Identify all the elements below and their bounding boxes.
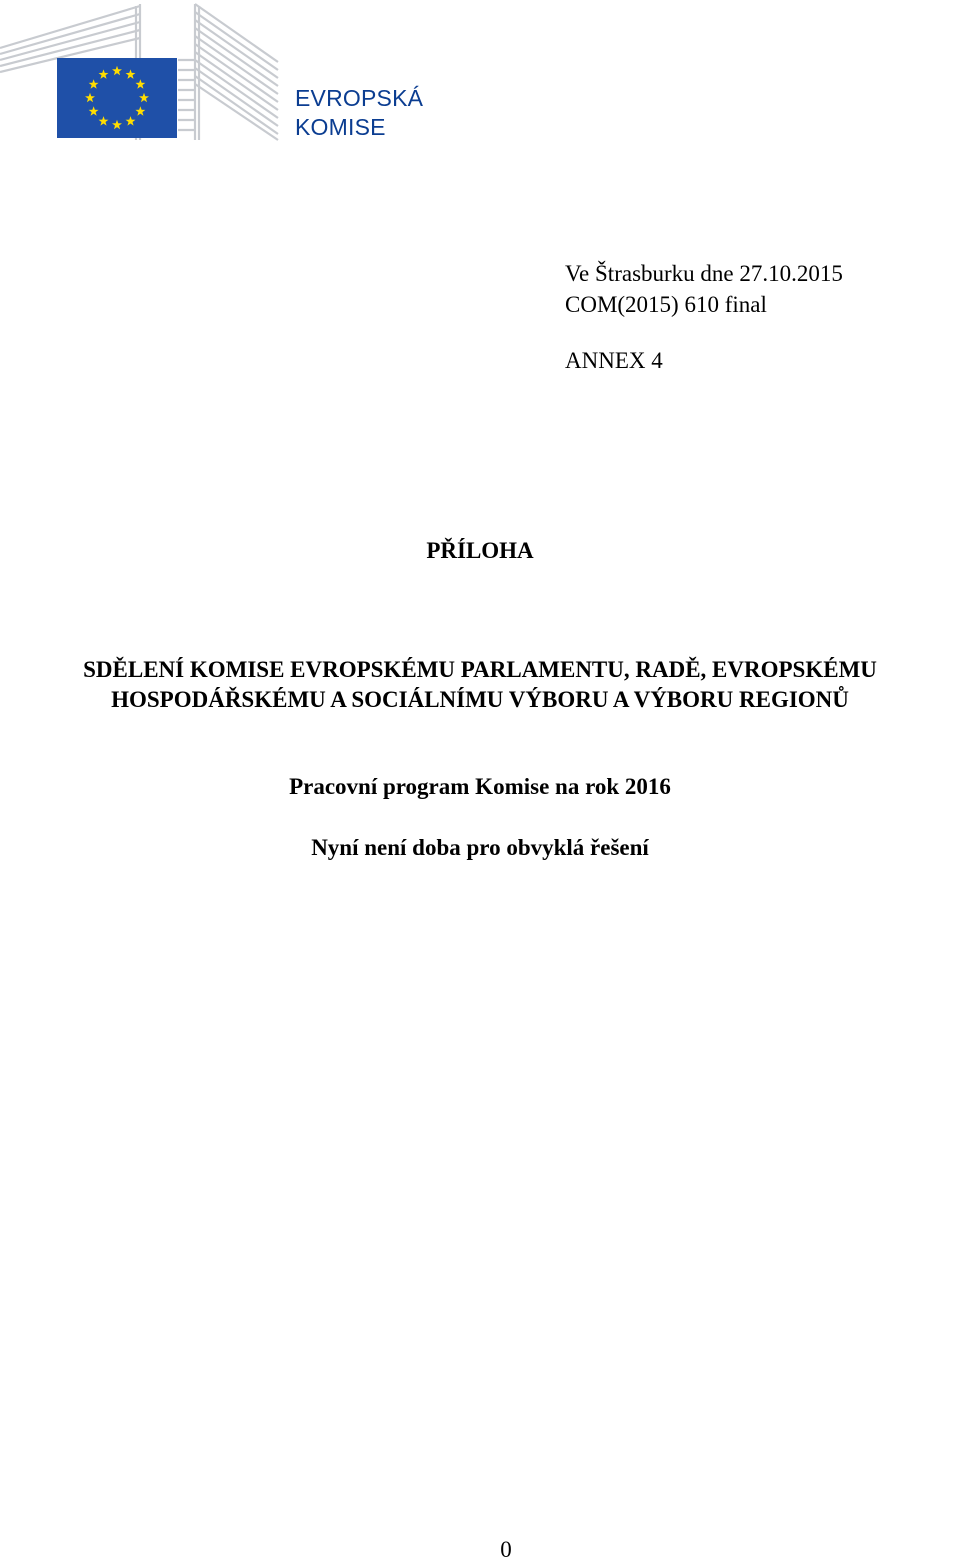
document-subtitle-line1: SDĚLENÍ KOMISE EVROPSKÉMU PARLAMENTU, RADĚ, EVROPSKÉMU	[83, 657, 877, 682]
document-reference: COM(2015) 610 final	[565, 292, 767, 317]
document-meta	[565, 258, 843, 320]
annex-label: ANNEX 4	[565, 348, 663, 373]
organization-name	[295, 84, 423, 142]
document-subtitle	[0, 655, 960, 715]
document-title: PŘÍLOHA	[426, 538, 534, 563]
organization-name-line1: EVROPSKÁ	[295, 85, 424, 111]
work-programme-title: Pracovní program Komise na rok 2016	[289, 774, 671, 799]
document-subtitle-line2: HOSPODÁŘSKÉMU A SOCIÁLNÍMU VÝBORU A VÝBORU REGIONŮ	[111, 687, 849, 712]
european-commission-logo	[0, 0, 290, 145]
organization-name-line2: KOMISE	[295, 114, 386, 140]
page-number: 0	[500, 1537, 512, 1562]
document-motto: Nyní není doba pro obvyklá řešení	[311, 835, 649, 860]
place-date: Ve Štrasburku dne 27.10.2015	[565, 261, 843, 286]
